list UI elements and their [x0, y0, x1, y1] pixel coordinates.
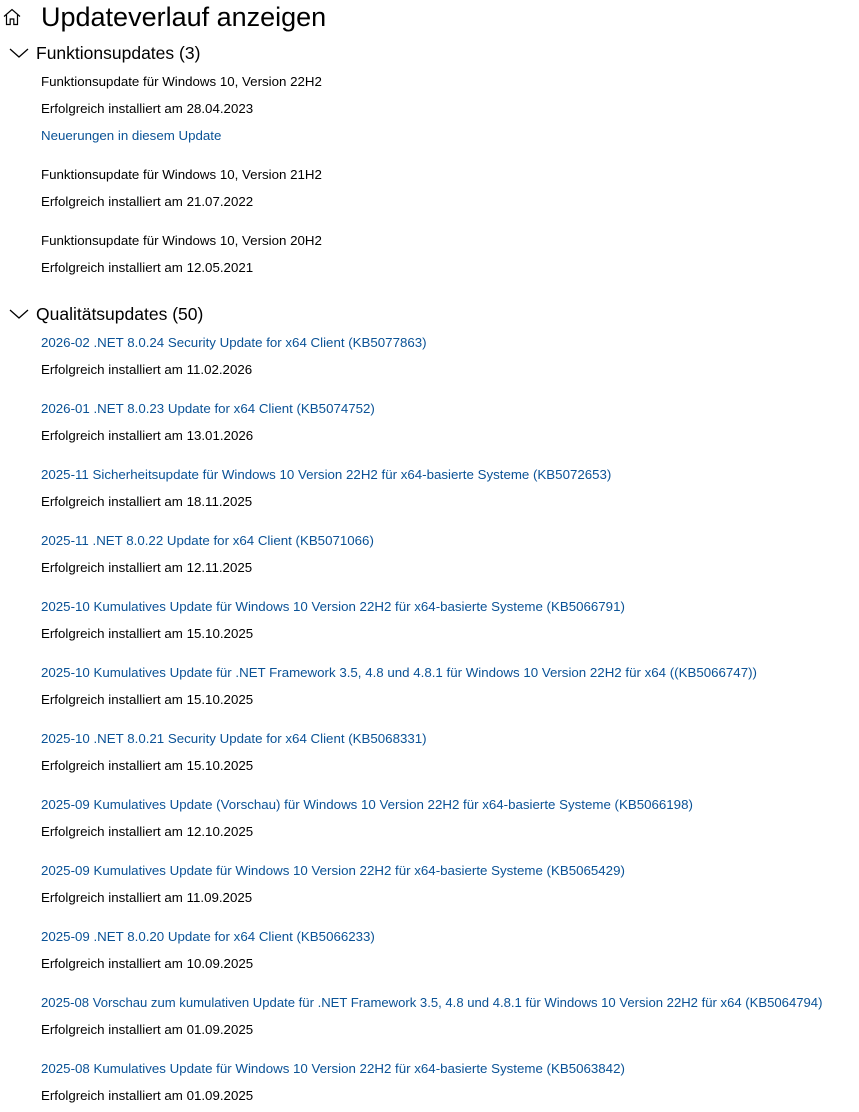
quality-update-status: Erfolgreich installiert am 11.09.2025 [41, 890, 253, 905]
chevron-down-icon [9, 307, 29, 321]
quality-update-status: Erfolgreich installiert am 12.10.2025 [41, 824, 254, 839]
quality-update-status: Erfolgreich installiert am 12.11.2025 [41, 560, 253, 575]
feature-update-status: Erfolgreich installiert am 21.07.2022 [41, 194, 254, 209]
quality-updates-header[interactable] [0, 302, 400, 326]
feature-updates-header[interactable] [0, 41, 400, 65]
quality-update-link[interactable]: 2025-08 Vorschau zum kumulativen Update für .NET Framework 3.5, 4.8 und 4.8.1 für Windows 10 Version 22H2 für x64 (KB5064794) [41, 995, 823, 1010]
quality-update-link[interactable]: 2025-09 .NET 8.0.20 Update for x64 Client (KB5066233) [41, 929, 375, 944]
page-header [0, 0, 859, 36]
feature-update-status: Erfolgreich installiert am 12.05.2021 [41, 260, 254, 275]
feature-update-name: Funktionsupdate für Windows 10, Version 20H2 [41, 233, 322, 248]
quality-update-link[interactable]: 2026-01 .NET 8.0.23 Update for x64 Client (KB5074752) [41, 401, 375, 416]
feature-update-name: Funktionsupdate für Windows 10, Version 21H2 [41, 167, 322, 182]
quality-update-link[interactable]: 2025-09 Kumulatives Update (Vorschau) für Windows 10 Version 22H2 für x64-basierte Systeme (KB5066198) [41, 797, 693, 812]
quality-update-link[interactable]: 2025-11 .NET 8.0.22 Update for x64 Client (KB5071066) [41, 533, 374, 548]
quality-update-status: Erfolgreich installiert am 01.09.2025 [41, 1088, 254, 1103]
quality-update-link[interactable]: 2025-11 Sicherheitsupdate für Windows 10 Version 22H2 für x64-basierte Systeme (KB5072653) [41, 467, 612, 482]
quality-update-status: Erfolgreich installiert am 13.01.2026 [41, 428, 254, 443]
quality-update-link[interactable]: 2025-10 Kumulatives Update für Windows 10 Version 22H2 für x64-basierte Systeme (KB5066791) [41, 599, 625, 614]
quality-update-link[interactable]: 2025-10 Kumulatives Update für .NET Framework 3.5, 4.8 und 4.8.1 für Windows 10 Version 22H2 für x64 ((KB5066747)) [41, 665, 757, 680]
quality-update-link[interactable]: 2025-10 .NET 8.0.21 Security Update for x64 Client (KB5068331) [41, 731, 427, 746]
quality-update-link[interactable]: 2026-02 .NET 8.0.24 Security Update for x64 Client (KB5077863) [41, 335, 427, 350]
home-icon[interactable] [2, 7, 22, 27]
quality-update-status: Erfolgreich installiert am 01.09.2025 [41, 1022, 254, 1037]
page-title: Updateverlauf anzeigen [41, 2, 327, 32]
feature-update-status: Erfolgreich installiert am 28.04.2023 [41, 101, 254, 116]
quality-update-status: Erfolgreich installiert am 11.02.2026 [41, 362, 253, 377]
quality-update-status: Erfolgreich installiert am 15.10.2025 [41, 758, 254, 773]
quality-updates-title: Qualitätsupdates (50) [36, 304, 204, 324]
quality-update-link[interactable]: 2025-09 Kumulatives Update für Windows 10 Version 22H2 für x64-basierte Systeme (KB5065429) [41, 863, 625, 878]
chevron-down-icon [9, 46, 29, 60]
quality-update-link[interactable]: 2025-08 Kumulatives Update für Windows 10 Version 22H2 für x64-basierte Systeme (KB5063842) [41, 1061, 625, 1076]
feature-update-name: Funktionsupdate für Windows 10, Version 22H2 [41, 74, 322, 89]
feature-updates-title: Funktionsupdates (3) [36, 43, 201, 63]
quality-update-status: Erfolgreich installiert am 10.09.2025 [41, 956, 254, 971]
quality-update-status: Erfolgreich installiert am 15.10.2025 [41, 692, 254, 707]
quality-update-status: Erfolgreich installiert am 18.11.2025 [41, 494, 253, 509]
whats-new-link[interactable]: Neuerungen in diesem Update [41, 128, 222, 143]
quality-update-status: Erfolgreich installiert am 15.10.2025 [41, 626, 254, 641]
